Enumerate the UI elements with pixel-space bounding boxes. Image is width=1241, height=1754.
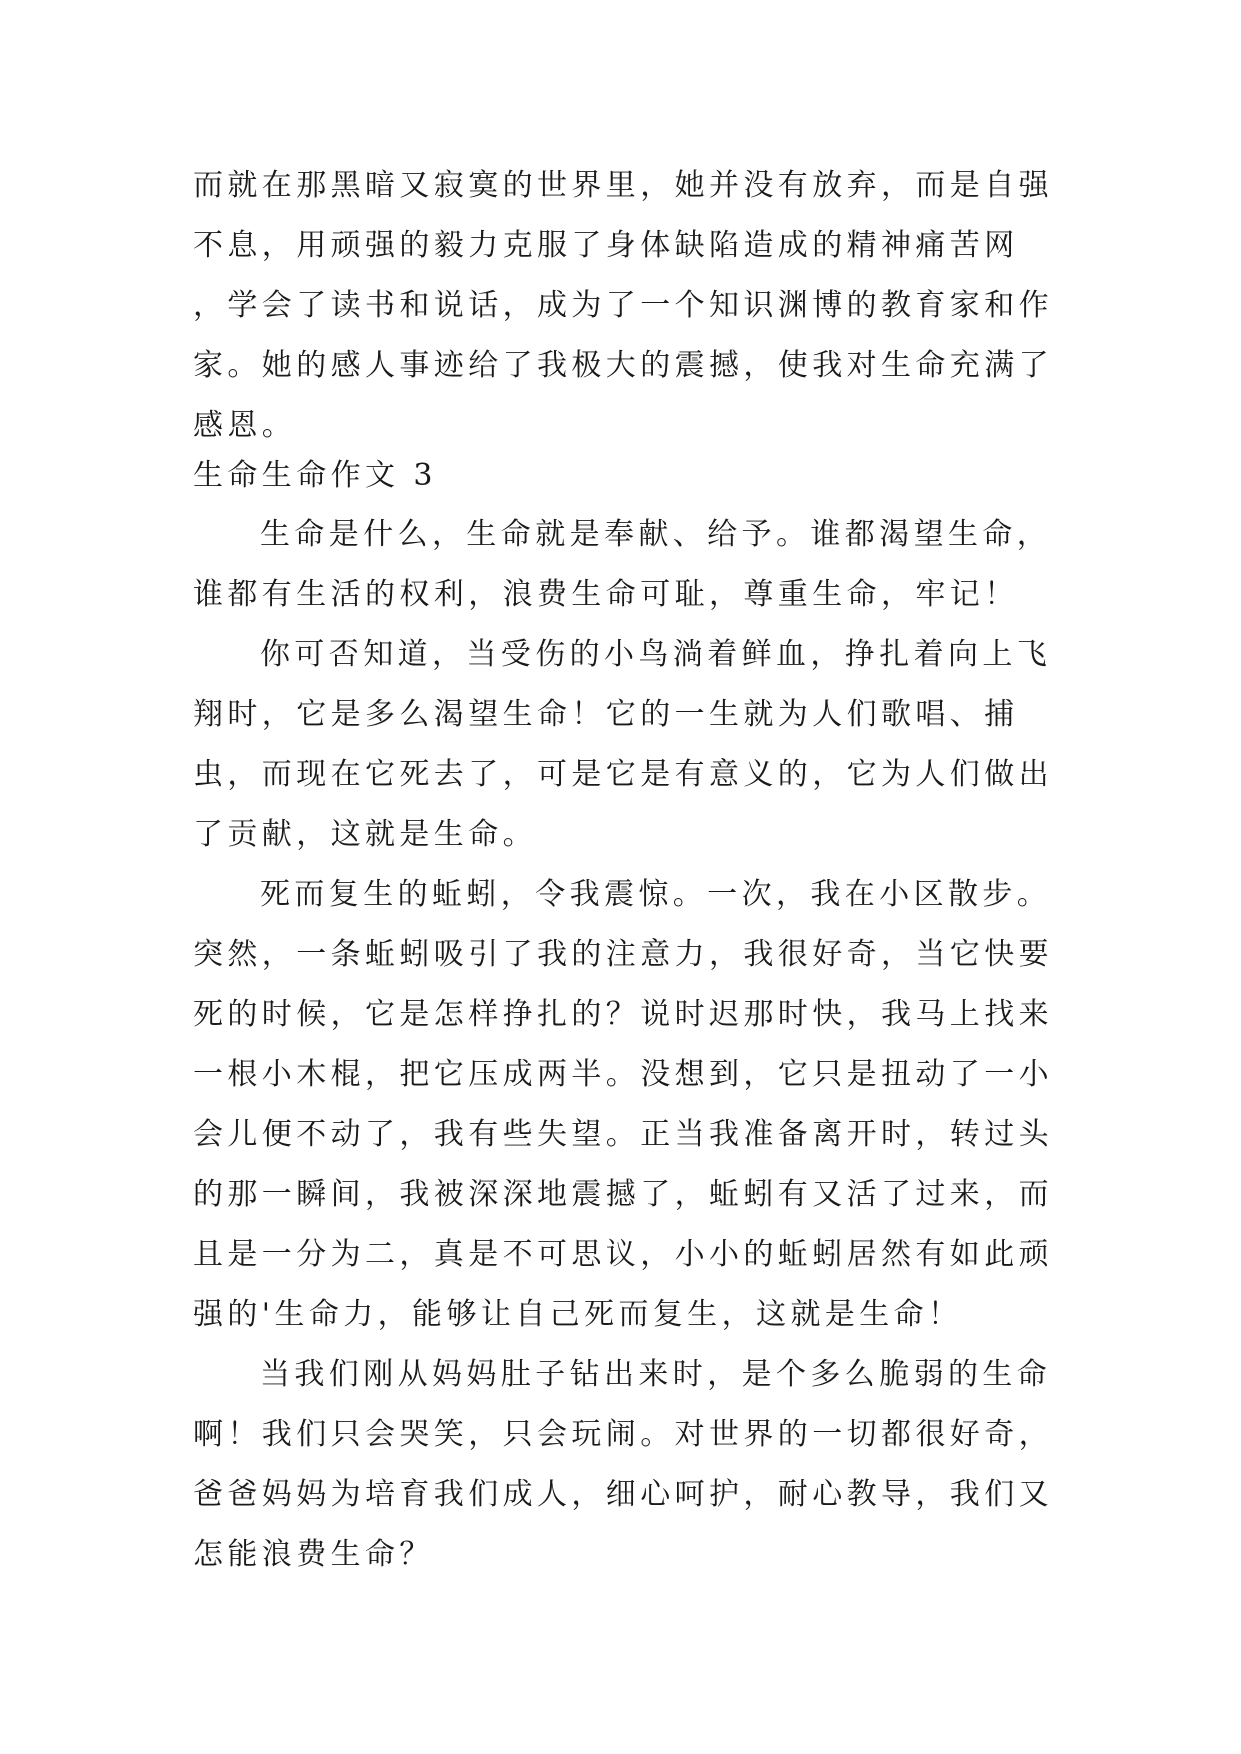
section-title: 生命生命作文 3 xyxy=(193,458,437,493)
paragraph-3: 死而复生的蚯蚓，令我震惊。一次，我在小区散步。突然，一条蚯蚓吸引了我的注意力，我很好奇，当它快要死的时候，它是怎样挣扎的？说时迟那时快，我马上找来一根小木棍，把它压成两半。没想到，它只是扭动了一小会儿便不动了，我有些失望。正当我准备离开时，转过头的那一瞬间，我被深深地震撼了，蚯蚓有又活了过来，而且是一分为二，真是不可思议，小小的蚯蚓居然有如此顽强的'生命力，能够让自己死而复生，这就是生命！ xyxy=(193,877,1053,1332)
section-heading-block xyxy=(193,446,1053,506)
continued-text-block xyxy=(193,156,1053,456)
paragraph-4: 当我们刚从妈妈肚子钻出来时，是个多么脆弱的生命啊！我们只会哭笑，只会玩闹。对世界的一切都很好奇，爸爸妈妈为培育我们成人，细心呵护，耐心教导，我们又怎能浪费生命？ xyxy=(193,1357,1053,1572)
paragraph-1: 生命是什么，生命就是奉献、给予。谁都渴望生命，谁都有生活的权利，浪费生命可耻，尊重生命，牢记！ xyxy=(193,517,1052,612)
continued-paragraph: 而就在那黑暗又寂寞的世界里，她并没有放弃，而是自强不息，用顽强的毅力克服了身体缺陷造成的精神痛苦网 ，学会了读书和说话，成为了一个知识渊博的教育家和作家。她的感人事迹给了我极大的震撼，使我对生命充满了感恩。 xyxy=(193,168,1053,443)
essay-body xyxy=(193,505,1053,1585)
paragraph-2: 你可否知道，当受伤的小鸟淌着鲜血，挣扎着向上飞翔时，它是多么渴望生命！它的一生就为人们歌唱、捕虫，而现在它死去了，可是它是有意义的，它为人们做出了贡献，这就是生命。 xyxy=(193,637,1053,852)
